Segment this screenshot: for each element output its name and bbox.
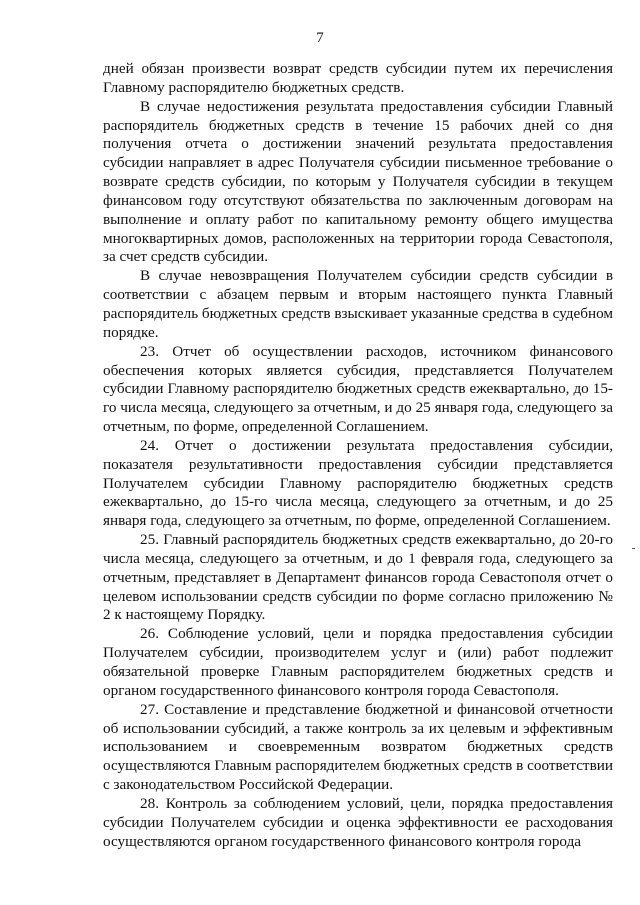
paragraph-refund-requirement: В случае недостижения результата предоставления субсидии Главный распорядитель бюджетных средств в течение 15 рабочих дней со дня получения отчета о достижении значений результата предоставления субсидии направляет в адрес Получателя субсидии письменное требование о возврате средств субсидии, по которым у Получателя субсидии в текущем финансовом году отсутствуют обязательства по заключенным договорам на выполнение и оплату работ по капитальному ремонту общего имущества многоквартирных домов, расположенных на территории города Севастополя, за счет средств субсидии. bbox=[103, 97, 613, 266]
paragraph-item-26: 26. Соблюдение условий, цели и порядка предоставления субсидии Получателем субсидии, производителем услуг и (или) работ подлежит обязательной проверке Главным распорядителем бюджетных средств и органом государственного финансового контроля города Севастополя. bbox=[103, 625, 613, 699]
paragraph-item-25: 25. Главный распорядитель бюджетных средств ежеквартально, до 20-го числа месяца, следующего за отчетным, и до 1 февраля года, следующего за отчетным, представляет в Департамент финансов города Севастополя отчет о целевом использовании средств субсидии по форме согласно приложению № 2 к настоящему Порядку. bbox=[103, 531, 613, 624]
paragraph-item-23: 23. Отчет об осуществлении расходов, источником финансового обеспечения которых является субсидия, представляется Получателем субсидии Главному распорядителю бюджетных средств ежеквартально, до 15-го числа месяца, следующего за отчетным, и до 25 января года, следующего за отчетным, по форме, определенной Соглашением. bbox=[103, 342, 613, 436]
paragraph-continuation: дней обязан произвести возврат средств субсидии путем их перечисления Главному распорядителю бюджетных средств. bbox=[103, 60, 613, 96]
paragraph-item-27: 27. Составление и представление бюджетной и финансовой отчетности об использовании субсидий, а также контроль за их целевым и эффективным использованием и своевременным возвратом бюджетных средств осуществляются Главным распорядителем бюджетных средств в соответствии с законодательством Российской Федерации. bbox=[103, 700, 613, 794]
document-body bbox=[103, 60, 613, 851]
scan-artifact-mark bbox=[632, 548, 635, 549]
paragraph-judicial-recovery: В случае невозвращения Получателем субсидии средств субсидии в соответствии с абзацем первым и вторым настоящего пункта Главный распорядитель бюджетных средств взыскивает указанные средства в судебном порядке. bbox=[103, 267, 613, 341]
page-number: 7 bbox=[316, 30, 324, 46]
paragraph-item-28: 28. Контроль за соблюдением условий, цели, порядка предоставления субсидии Получателем субсидии и оценка эффективности ее расходования осуществляются органом государственного финансового контроля города bbox=[103, 794, 613, 850]
paragraph-item-24: 24. Отчет о достижении результата предоставления субсидии, показателя результативности предоставления субсидии представляется Получателем субсидии Главному распорядителю бюджетных средств ежеквартально, до 15-го числа месяца, следующего за отчетным, и до 25 января года, следующего за отчетным, по форме, определенной Соглашением. bbox=[103, 436, 613, 530]
